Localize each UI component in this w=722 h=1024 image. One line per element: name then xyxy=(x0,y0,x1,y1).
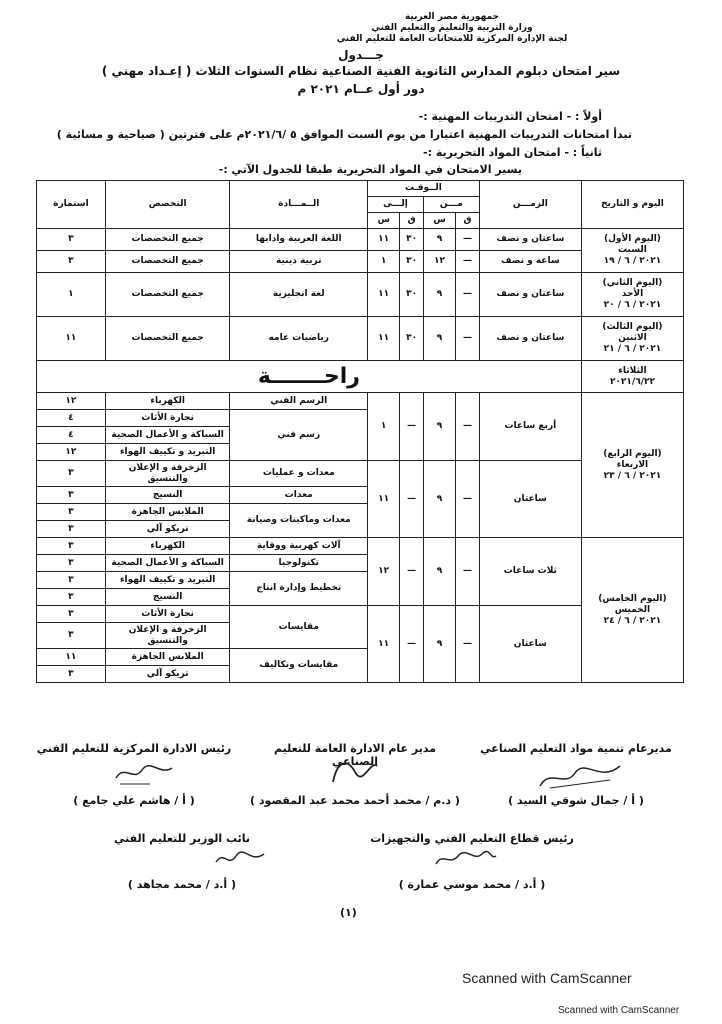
to-hour: ١١ xyxy=(368,606,400,683)
day-cell: (اليوم الأول) السبت ٢٠٢١ / ٦ / ١٩ xyxy=(581,229,683,273)
form-cell: ١٢ xyxy=(37,444,106,461)
subject-cell: اللغة العربية وادابها xyxy=(230,229,368,251)
spec-cell: الزخرفة و الإعلان والتنسيق xyxy=(105,461,230,487)
duration-cell: ساعتان xyxy=(479,461,581,538)
from-minute: — xyxy=(456,273,480,317)
form-cell: ٣ xyxy=(37,251,106,273)
form-cell: ٣ xyxy=(37,589,106,606)
signature-title-3: رئيس الادارة المركزية للتعليم الفني xyxy=(36,742,232,755)
to-minute: ٣٠ xyxy=(400,251,424,273)
to-hour: ١١ xyxy=(368,229,400,251)
duration-cell: ساعتان و نصف xyxy=(479,229,581,251)
form-cell: ٣ xyxy=(37,461,106,487)
form-cell: ٣ xyxy=(37,606,106,623)
form-cell: ٣ xyxy=(37,521,106,538)
subject-cell: لغة انجليزية xyxy=(230,273,368,317)
from-minute: — xyxy=(456,251,480,273)
form-cell: ٣ xyxy=(37,229,106,251)
to-minute: — xyxy=(400,538,424,606)
spec-cell: الكهرباء xyxy=(105,538,230,555)
duration-cell: ثلاث ساعات xyxy=(479,538,581,606)
header-from-hour: س xyxy=(423,213,455,229)
to-hour: ١١ xyxy=(368,273,400,317)
intro-first-detail: تبدأ امتحانات التدريبات المهنية اعتبارا من يوم السبت الموافق ٥ /٢٠٢١/٦م على فترتين ( صباحية و مسائية ) xyxy=(56,128,632,141)
header-to-minute: ق xyxy=(400,213,424,229)
from-hour: ٩ xyxy=(423,606,455,683)
form-cell: ٣ xyxy=(37,504,106,521)
spec-cell: الكهرباء xyxy=(105,393,230,410)
doc-subtitle-2: دور أول عــام ٢٠٢١ م xyxy=(297,82,425,96)
to-hour: ١١ xyxy=(368,317,400,361)
to-minute: — xyxy=(400,461,424,538)
spec-cell: نجارة الأثاث xyxy=(105,410,230,427)
from-minute: — xyxy=(456,393,480,461)
header-from-minute: ق xyxy=(456,213,480,229)
spec-cell: النسيج xyxy=(105,589,230,606)
spec-cell: التبريد و تكييف الهواء xyxy=(105,444,230,461)
intro-second-detail: يسير الامتحان في المواد التحريرية طبقا للجدول الآتي :- xyxy=(218,163,522,176)
subject-cell: رسم فني xyxy=(230,410,368,461)
form-cell: ٣ xyxy=(37,538,106,555)
header-to-hour: س xyxy=(368,213,400,229)
from-minute: — xyxy=(456,461,480,538)
header-specialization: التخصص xyxy=(105,181,230,229)
form-cell: ١١ xyxy=(37,649,106,666)
subject-cell: تربية دينية xyxy=(230,251,368,273)
org-line-2: وزارة التربية والتعليم والتعليم الفني xyxy=(371,23,533,33)
form-cell: ١١ xyxy=(37,317,106,361)
signature-name-2: ( د.م / محمد أحمد محمد عبد المقصود ) xyxy=(250,794,460,807)
spec-cell: نجارة الأثاث xyxy=(105,606,230,623)
spec-cell: الملابس الجاهزة xyxy=(105,504,230,521)
from-hour: ٩ xyxy=(423,317,455,361)
to-minute: — xyxy=(400,606,424,683)
to-minute: — xyxy=(400,393,424,461)
org-line-3: لجنة الإدارة المركزية للامتحانات العامة للتعليم الفني xyxy=(336,34,568,44)
form-cell: ٣ xyxy=(37,487,106,504)
day-cell: (اليوم الخامس) الخميس ٢٠٢١ / ٦ / ٢٤ xyxy=(581,538,683,683)
subject-cell: تكنولوجيا xyxy=(230,555,368,572)
spec-cell: الملابس الجاهزة xyxy=(105,649,230,666)
header-time: الــوقـت xyxy=(368,181,480,197)
header-to: إلـــى xyxy=(368,197,424,213)
form-cell: ٣ xyxy=(37,555,106,572)
spec-cell: السباكة و الأعمال الصحية xyxy=(105,555,230,572)
subject-cell: رياضيات عامه xyxy=(230,317,368,361)
spec-cell: جميع التخصصات xyxy=(105,317,230,361)
page-number: (١) xyxy=(340,906,357,919)
signature-scribble-4 xyxy=(430,846,500,872)
from-hour: ١٢ xyxy=(423,251,455,273)
to-minute: ٣٠ xyxy=(400,229,424,251)
spec-cell: جميع التخصصات xyxy=(105,251,230,273)
spec-cell: تريكو آلي xyxy=(105,521,230,538)
subject-cell: معدات و عمليات xyxy=(230,461,368,487)
day-cell: (اليوم الرابع) الاربعاء ٢٠٢١ / ٦ / ٢٣ xyxy=(581,393,683,538)
spec-cell: تريكو آلي xyxy=(105,666,230,683)
subject-cell: معدات xyxy=(230,487,368,504)
to-hour: ١ xyxy=(368,251,400,273)
duration-cell: أربع ساعات xyxy=(479,393,581,461)
doc-title: جـــدول xyxy=(338,48,384,62)
doc-subtitle-1: سير امتحان دبلوم المدارس الثانوية الفنية الصناعية نظام السنوات الثلاث ( إعـداد مهني ) xyxy=(101,64,621,78)
signature-title-2: مدير عام الادارة العامة للتعليم الصناعي xyxy=(273,742,436,768)
signature-title-5: نائب الوزير للتعليم الفني xyxy=(114,832,250,845)
subject-cell: مقايسات وتكاليف xyxy=(230,649,368,683)
spec-cell: النسيج xyxy=(105,487,230,504)
signature-name-3: ( أ / هاشم علي جامع ) xyxy=(73,794,195,807)
from-minute: — xyxy=(456,229,480,251)
rest-label: راحـــــــة xyxy=(37,361,582,393)
subject-cell: معدات وماكينات وصيانة xyxy=(230,504,368,538)
form-cell: ٣ xyxy=(37,666,106,683)
form-cell: ٣ xyxy=(37,623,106,649)
rest-day-cell: الثلاثاء ٢٠٢١/٦/٢٢ xyxy=(581,361,683,393)
duration-cell: ساعتان و نصف xyxy=(479,273,581,317)
to-minute: ٣٠ xyxy=(400,317,424,361)
header-day-date: اليوم و التاريخ xyxy=(581,181,683,229)
spec-cell: التبريد و تكييف الهواء xyxy=(105,572,230,589)
to-hour: ١١ xyxy=(368,461,400,538)
day-cell: (اليوم الثالث) الاثنين ٢٠٢١ / ٦ / ٢١ xyxy=(581,317,683,361)
signature-name-4: ( أ.د / محمد موسي عمارة ) xyxy=(398,878,546,891)
camscanner-footer: Scanned with CamScanner xyxy=(558,1005,680,1016)
intro-second: ثانياً : - امتحان المواد التحريرية :- xyxy=(423,146,602,159)
form-cell: ٤ xyxy=(37,410,106,427)
form-cell: ٤ xyxy=(37,427,106,444)
to-minute: ٣٠ xyxy=(400,273,424,317)
subject-cell: الرسم الفني xyxy=(230,393,368,410)
duration-cell: ساعتان و نصف xyxy=(479,317,581,361)
signature-title-4: رئيس قطاع التعليم الفني والتجهيزات xyxy=(370,832,574,845)
duration-cell: ساعة و نصف xyxy=(479,251,581,273)
form-cell: ٣ xyxy=(37,572,106,589)
spec-cell: جميع التخصصات xyxy=(105,273,230,317)
spec-cell: الزخرفة و الإعلان والتنسيق xyxy=(105,623,230,649)
header-subject: الــمـــادة xyxy=(230,181,368,229)
spec-cell: السباكة و الأعمال الصحية xyxy=(105,427,230,444)
from-minute: — xyxy=(456,606,480,683)
signature-title-1: مديرعام تنمية مواد التعليم الصناعي xyxy=(480,742,672,755)
signature-name-5: ( أ.د / محمد مجاهد ) xyxy=(127,878,237,891)
camscanner-watermark: Scanned with CamScanner xyxy=(462,970,632,986)
from-hour: ٩ xyxy=(423,229,455,251)
org-line-1: جمهورية مصر العربية xyxy=(404,12,500,22)
from-hour: ٩ xyxy=(423,461,455,538)
spec-cell: جميع التخصصات xyxy=(105,229,230,251)
schedule-table xyxy=(36,180,684,683)
form-cell: ١٢ xyxy=(37,393,106,410)
signature-scribble-3 xyxy=(110,758,180,788)
signature-name-1: ( أ / جمال شوقي السيد ) xyxy=(508,794,644,807)
from-hour: ٩ xyxy=(423,273,455,317)
header-duration: الزمـــن xyxy=(479,181,581,229)
to-hour: ١٢ xyxy=(368,538,400,606)
subject-cell: مقايسات xyxy=(230,606,368,649)
from-hour: ٩ xyxy=(423,538,455,606)
from-minute: — xyxy=(456,317,480,361)
header-form: استمارة xyxy=(37,181,106,229)
subject-cell: تخطيط وإدارة انتاج xyxy=(230,572,368,606)
form-cell: ١ xyxy=(37,273,106,317)
from-hour: ٩ xyxy=(423,393,455,461)
intro-first: أولاً : - امتحان التدريبات المهنية :- xyxy=(418,110,602,123)
duration-cell: ساعتان xyxy=(479,606,581,683)
day-cell: (اليوم الثاني) الأحد ٢٠٢١ / ٦ / ٢٠ xyxy=(581,273,683,317)
from-minute: — xyxy=(456,538,480,606)
subject-cell: آلات كهربية ووقاية xyxy=(230,538,368,555)
to-hour: ١ xyxy=(368,393,400,461)
org-header xyxy=(322,12,582,45)
header-from: مـــن xyxy=(423,197,479,213)
signature-scribble-1 xyxy=(530,758,630,792)
signature-scribble-2 xyxy=(325,752,385,788)
signature-scribble-5 xyxy=(210,846,270,872)
